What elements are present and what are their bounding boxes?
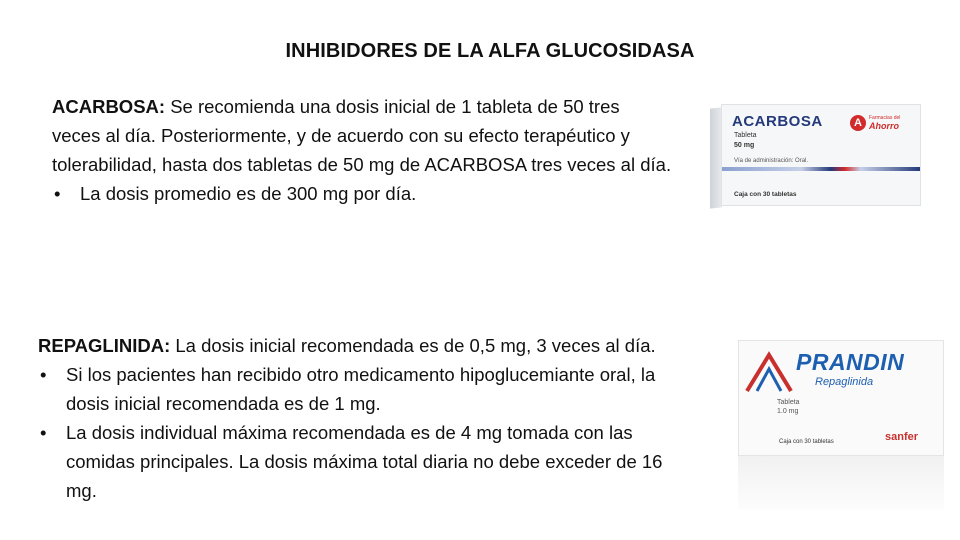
prandin-box-brand: PRANDIN — [796, 349, 905, 375]
acarbosa-box-brand: ACARBOSA — [732, 113, 823, 130]
repaglinida-bullet-1: • Si los pacientes han recibido otro medicamento hipoglucemiante oral, la dosis inicial recomendada es de 1 mg. — [38, 360, 698, 418]
repaglinida-text: La dosis inicial recomendada es de 0,5 mg, 3 veces al día. — [170, 335, 656, 356]
bullet-dot-icon: • — [54, 183, 61, 204]
acarbosa-box-dose: 50 mg — [734, 142, 755, 149]
repaglinida-bullet-2: • La dosis individual máxima recomendada es de 4 mg tomada con las comidas principales. La dosis máxima total diaria no debe exceder de 16 mg. — [38, 418, 698, 505]
prandin-box-image — [738, 338, 948, 514]
prandin-box-quantity: Caja con 30 tabletas — [779, 439, 834, 445]
acarbosa-box-route: Vía de administración: Oral. — [734, 158, 809, 164]
box-front — [721, 104, 921, 206]
acarbosa-label: ACARBOSA: — [52, 96, 166, 117]
acarbosa-section — [52, 92, 672, 208]
repaglinida-paragraph — [38, 331, 698, 360]
repaglinida-section — [38, 331, 698, 505]
acarbosa-text: Se recomienda una dosis inicial de 1 tableta de 50 tres veces al día. Posteriormente, y de acuerdo con su efecto terapéutico y tolerabilidad, hasta dos tabletas de 50 mg de ACARBOSA tres veces al día. — [52, 96, 672, 175]
acarbosa-bullet: • La dosis promedio es de 300 mg por día. — [52, 179, 672, 208]
box-stripe — [722, 167, 920, 171]
acarbosa-box-image — [710, 100, 922, 210]
prandin-box-generic: Repaglinida — [815, 376, 874, 388]
sanfer-logo: sanfer — [885, 431, 919, 443]
bullet-dot-icon: • — [40, 422, 47, 443]
box-bottom-shadow — [738, 456, 944, 510]
acarbosa-box-form: Tableta — [734, 132, 757, 139]
prandin-box-form: Tableta — [777, 399, 800, 406]
prandin-logo-icon — [743, 351, 799, 395]
farmacias-ahorro-logo: A Farmacias del Ahorro — [850, 115, 914, 133]
slide-title: INHIBIDORES DE LA ALFA GLUCOSIDASA — [285, 40, 695, 62]
repaglinida-label: REPAGLINIDA: — [38, 335, 171, 356]
box-front — [738, 340, 944, 456]
acarbosa-box-quantity: Caja con 30 tabletas — [734, 191, 797, 198]
ahorro-logo-icon: A — [850, 115, 866, 131]
bullet-dot-icon: • — [40, 364, 47, 385]
prandin-box-dose: 1.0 mg — [777, 408, 799, 415]
acarbosa-paragraph — [52, 92, 672, 179]
